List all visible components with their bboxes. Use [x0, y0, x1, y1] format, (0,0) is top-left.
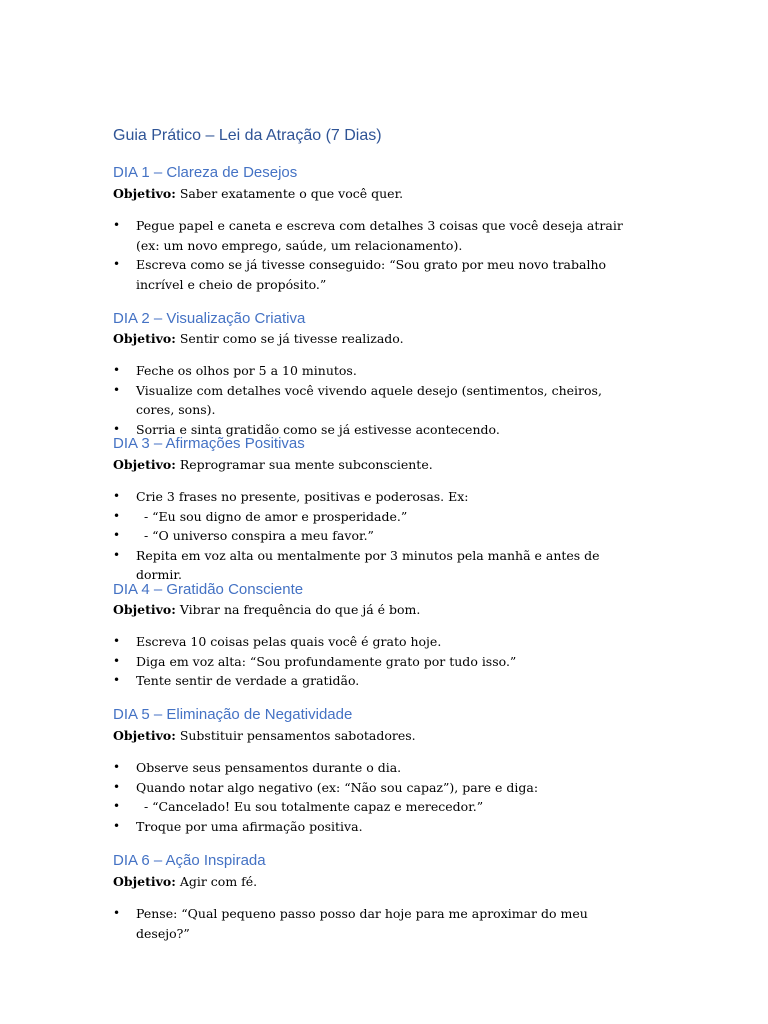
objective-label: Objetivo:: [113, 331, 176, 346]
objective-label: Objetivo:: [113, 186, 176, 201]
list-item: [113, 904, 633, 943]
list-item-text: - “Cancelado! Eu sou totalmente capaz e merecedor.”: [136, 799, 484, 814]
day-heading: DIA 6 – Ação Inspirada: [113, 852, 266, 869]
bullet-list: [113, 904, 633, 943]
objective-label: Objetivo:: [113, 457, 176, 472]
list-item: [113, 507, 633, 527]
list-item-text: Repita em voz alta ou mentalmente por 3 minutos pela manhã e antes de dormir.: [136, 547, 604, 582]
list-item-text: Escreva como se já tivesse conseguido: “Sou grato por meu novo trabalho incrível e cheio de propósito.”: [136, 257, 611, 292]
day-heading: DIA 3 – Afirmações Positivas: [113, 435, 305, 452]
list-item-text: Escreva 10 coisas pelas quais você é grato hoje.: [136, 634, 442, 649]
day-heading: DIA 4 – Gratidão Consciente: [113, 581, 304, 598]
list-item: [113, 546, 633, 585]
list-item: [113, 216, 633, 255]
day-heading: DIA 5 – Eliminação de Negatividade: [113, 706, 353, 723]
list-item: [113, 671, 633, 691]
day-objective: [113, 600, 420, 620]
bullet-icon: •: [113, 906, 121, 920]
bullet-icon: •: [113, 673, 121, 687]
objective-text: Substituir pensamentos sabotadores.: [175, 728, 416, 743]
day-objective: [113, 872, 257, 892]
objective-label: Objetivo:: [113, 874, 176, 889]
list-item-text: Quando notar algo negativo (ex: “Não sou capaz”), pare e diga:: [136, 779, 539, 795]
bullet-icon: •: [113, 653, 121, 668]
list-item: [113, 652, 633, 672]
bullet-icon: •: [113, 489, 121, 503]
bullet-list: [113, 487, 633, 585]
bullet-icon: •: [113, 760, 121, 774]
list-item: [113, 797, 633, 817]
bullet-icon: •: [113, 634, 121, 648]
list-item: [113, 381, 633, 420]
list-item-text: Tente sentir de verdade a gratidão.: [136, 673, 360, 688]
list-item: [113, 758, 633, 778]
list-item-text: Visualize com detalhes você vivendo aquele desejo (sentimentos, cheiros, cores, sons).: [136, 382, 606, 417]
list-item-text: Observe seus pensamentos durante o dia.: [136, 760, 402, 775]
bullet-list: [113, 216, 633, 294]
list-item: [113, 526, 633, 546]
list-item: [113, 817, 633, 837]
list-item-text: Diga em voz alta: “Sou profundamente grato por tudo isso.”: [136, 653, 517, 669]
day-objective: [113, 726, 416, 746]
bullet-icon: •: [113, 528, 121, 542]
objective-text: Sentir como se já tivesse realizado.: [175, 331, 404, 346]
list-item-text: - “O universo conspira a meu favor.”: [136, 528, 374, 543]
day-objective: [113, 329, 404, 349]
bullet-list: [113, 758, 633, 836]
list-item-text: Troque por uma afirmação positiva.: [136, 818, 363, 834]
objective-text: Saber exatamente o que você quer.: [175, 186, 404, 201]
list-item-text: Pense: “Qual pequeno passo posso dar hoje para me aproximar do meu desejo?”: [136, 906, 592, 941]
list-item-text: - “Eu sou digno de amor e prosperidade.”: [136, 508, 408, 524]
bullet-icon: •: [113, 421, 121, 436]
bullet-icon: •: [113, 779, 121, 794]
bullet-icon: •: [113, 508, 121, 523]
bullet-icon: •: [113, 799, 121, 813]
objective-label: Objetivo:: [113, 602, 176, 617]
bullet-icon: •: [113, 218, 121, 232]
bullet-icon: •: [113, 818, 121, 833]
list-item-text: Crie 3 frases no presente, positivas e poderosas. Ex:: [136, 489, 469, 504]
bullet-list: [113, 361, 633, 439]
list-item: [113, 255, 633, 294]
day-heading: DIA 2 – Visualização Criativa: [113, 310, 306, 327]
day-objective: [113, 455, 433, 475]
bullet-icon: •: [113, 382, 121, 397]
objective-text: Reprogramar sua mente subconsciente.: [175, 457, 433, 472]
day-heading: DIA 1 – Clareza de Desejos: [113, 164, 298, 181]
bullet-icon: •: [113, 547, 121, 562]
objective-text: Agir com fé.: [175, 874, 258, 889]
list-item-text: Sorria e sinta gratidão como se já estivesse acontecendo.: [136, 421, 500, 437]
list-item-text: Feche os olhos por 5 a 10 minutos.: [136, 363, 357, 378]
objective-text: Vibrar na frequência do que já é bom.: [175, 602, 421, 617]
bullet-icon: •: [113, 363, 121, 377]
list-item: [113, 487, 633, 507]
bullet-list: [113, 632, 633, 691]
list-item: [113, 632, 633, 652]
list-item-text: Pegue papel e caneta e escreva com detalhes 3 coisas que você deseja atrair (ex: um novo emprego, saúde, um relacionamento).: [136, 218, 627, 253]
day-objective: [113, 184, 403, 204]
bullet-icon: •: [113, 257, 121, 271]
objective-label: Objetivo:: [113, 728, 176, 743]
list-item: [113, 778, 633, 798]
document-page: [113, 126, 673, 941]
document-title: Guia Prático – Lei da Atração (7 Dias): [113, 127, 382, 144]
list-item: [113, 361, 633, 381]
